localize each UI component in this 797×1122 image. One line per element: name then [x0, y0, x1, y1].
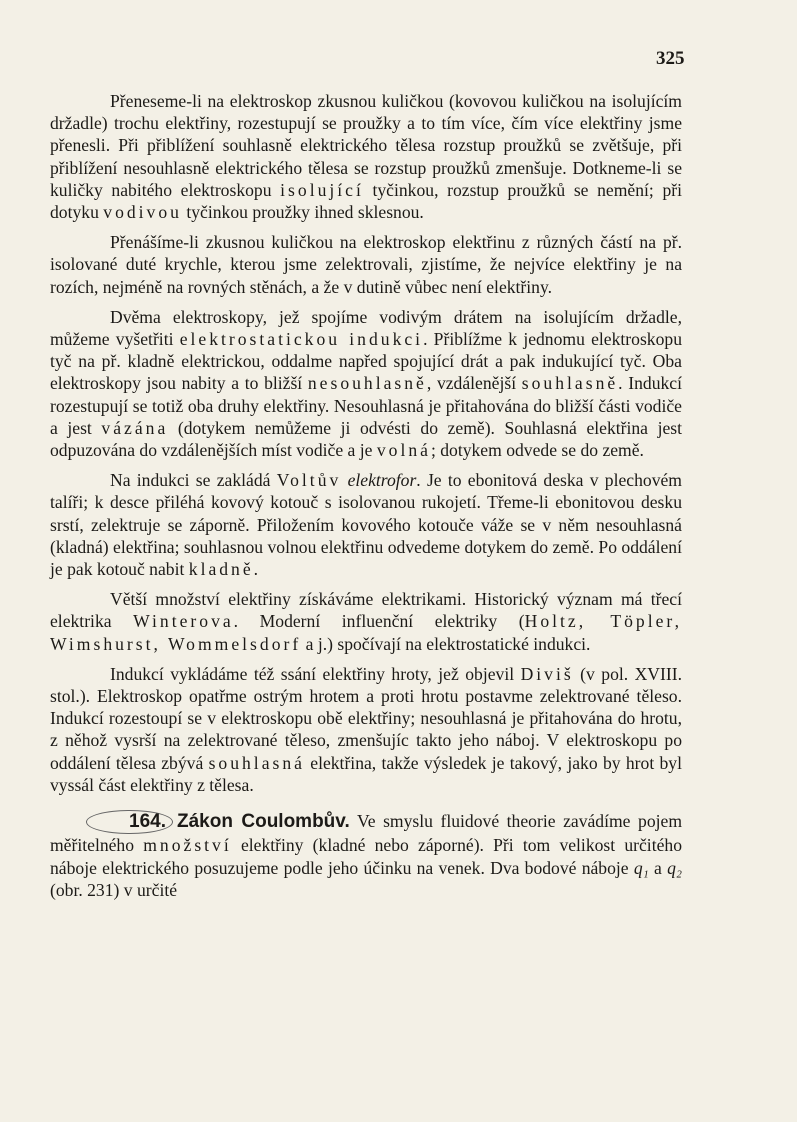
- charge-q2: q₂: [667, 857, 683, 878]
- paragraph-electrophorus: Na indukci se zakládá Voltův elektrofor. Je to ebonitová deska v plechovém talíři; k desce přiléhá kovový kotouč s isolovanou rukojetí. Třeme-li ebonitovou desku srstí, zelektruje se záporně. Přiložením kovového kotouče váže se v něm nesouhlasná (kladná) elektřina; souhlasnou volnou elektřinu odvedeme dotykem do země. Po oddálení je pak kotouč nabit kladně.: [50, 470, 682, 580]
- paragraph-hollow-cube: Přenášíme-li zkusnou kuličkou na elektroskop elektřinu z různých částí na př. isolované duté krychle, kterou jsme zelektrovali, zjistíme, že nejvíce elektřiny je na rozích, nejméně na rovných stěnách, a že v dutině vůbec není elektřiny.: [50, 232, 682, 297]
- paragraph-induction: Dvěma elektroskopy, jež spojíme vodivým drátem na isolujícím držadle, můžeme vyšetřiti elektrostatickou indukci. Přiblížme k jednomu elektroskopu tyč na př. kladně elektrickou, oddalme napřed spojující drát a pak indukující tyč. Oba elektroskopy jsou nabity a to bližší nesouhlasně, vzdálenější souhlasně. Indukcí rozestupují se totiž oba druhy elektřiny. Nesouhlasná je přitahována do bližší části vodiče a jest vázána (dotykem nemůžeme ji odvésti do země). Souhlasná elektřina jest odpuzována do vzdálenějších míst vodiče a je volná; dotykem odvede se do země.: [50, 306, 683, 461]
- charge-q1: q₁: [633, 857, 649, 878]
- paragraph-electroscope-charging: Přeneseme-li na elektroskop zkusnou kuličkou (kovovou kuličkou na isolujícím držadle) trochu elektřiny, rozestupují se proužky a to tím více, čím více elektřiny jsme přenesli. Při přiblížení souhlasně elektrického tělesa rozstup proužků se zvětšuje, při přiblížení nesouhlasně elektrického tělesa se rozstup proužků zmenšuje. Dotkneme-li se kuličky nabitého elektroskopu isolující tyčinkou, rozstup proužků se nemění; při dotyku vodivou tyčinkou proužky ihned sklesnou.: [50, 91, 682, 223]
- page-number: 325: [656, 48, 685, 69]
- section-coulomb-law: 164. Zákon Coulombův. Ve smyslu fluidové theorie zavádíme pojem měřitelného množství elektřiny (kladné nebo záporné). Při tom velikost určitého náboje elektrického posuzujeme podle jeho účinku na venek. Dva bodové náboje q₁ a q₂ (obr. 231) v určité: [50, 811, 683, 900]
- paragraph-electric-machines: Větší množství elektřiny získáváme elektrikami. Historický význam má třecí elektrika Winterova. Moderní influenční elektriky (Holtz, Töpler, Wimshurst, Wommelsdorf a j.) spočívají na elektrostatické indukci.: [50, 589, 682, 654]
- section-title: Zákon Coulombův.: [176, 811, 350, 833]
- paragraph-points: Indukcí vykládáme též ssání elektřiny hroty, jež objevil Diviš (v pol. XVIII. stol.). Elektroskop opatřme ostrým hrotem a proti hrotu postavme zelektrované těleso. Indukcí rozestoupí se v elektroskopu obě elektřiny; nesouhlasná je přitahována do hrotu, z něhož vysrší na zelektrované těleso, zmenšujíc takto jeho náboj. V elektroskopu po oddálení tělesa zbývá souhlasná elektřina, takže výsledek je takový, jako by hrot byl vyssál část elektřiny z tělesa.: [50, 663, 682, 795]
- body-text: [50, 90, 682, 901]
- section-number: 164.: [86, 810, 173, 834]
